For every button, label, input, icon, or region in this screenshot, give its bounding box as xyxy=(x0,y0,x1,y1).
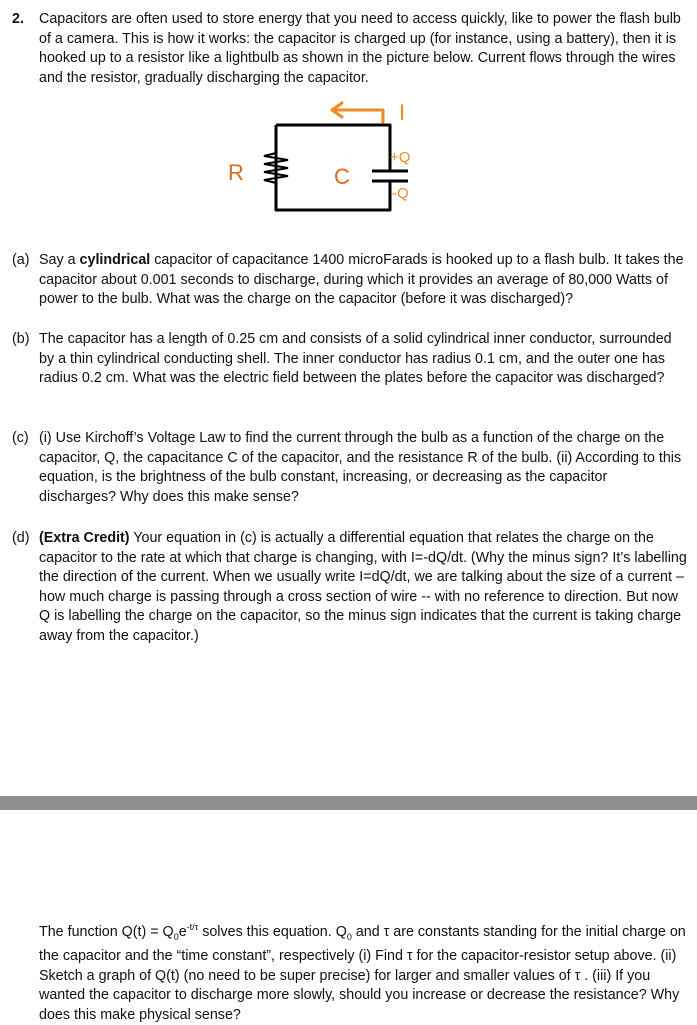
part-a-bold: cylindrical xyxy=(79,252,151,268)
resistor-label: R xyxy=(228,160,244,185)
part-b-label: (b) xyxy=(12,331,30,347)
exp-base: e xyxy=(178,924,187,940)
q0-subscript: 0 xyxy=(173,931,179,942)
continuation-rest2: and τ are constants standing for the initial charge on the capacitor and the “time constant”, respectively (i) Find τ for the capacitor-resistor setup above. (ii) Sketch a graph of Q(t) (no need to be super precise) for larger and smaller values of τ . (iii) If you wanted the capacitor to discharge more slowly, should you increase or decrease the resistance? Why does this make physical sense? xyxy=(39,924,686,1023)
problem-number: 2. xyxy=(12,11,24,27)
part-a-label: (a) xyxy=(12,252,30,268)
continuation-start: The function Q(t) = Q xyxy=(39,924,174,940)
part-a-pre: Say a xyxy=(39,252,76,268)
part-a-text xyxy=(39,251,687,310)
problem-intro: Capacitors are often used to store energy that you need to access quickly, like to power the flash bulb of a camera. This is how it works: the capacitor is charged up (for instance, using a battery), then it is hooked up to a resistor like a lightbulb as shown in the picture below. Current flows through the wires and the resistor, gradually discharging the capacitor. xyxy=(39,11,681,86)
circuit-wire xyxy=(276,125,390,210)
exp-power: -t/τ xyxy=(186,922,199,933)
minus-charge-label: -Q xyxy=(392,185,409,202)
plus-charge-label: +Q xyxy=(390,149,411,166)
part-c-label: (c) xyxy=(12,430,29,446)
part-c-text: (i) Use Kirchoff’s Voltage Law to find the current through the bulb as a function of the charge on the capacitor, Q, the capacitance C of the capacitor, and the resistance R of the bulb. (ii) According to this equation, is the brightness of the bulb constant, increasing, or decreasing as the capacitor discharges? Why does this make sense? xyxy=(39,430,682,505)
current-label: I xyxy=(399,100,406,125)
page-divider xyxy=(0,796,697,810)
part-d-label: (d) xyxy=(12,530,30,546)
continuation-text xyxy=(39,923,687,1025)
part-d-text xyxy=(39,529,687,646)
capacitor-label: C xyxy=(334,164,350,189)
current-arrow-icon xyxy=(332,103,383,122)
part-d-bold: (Extra Credit) xyxy=(39,530,130,546)
rc-circuit-diagram xyxy=(220,98,430,222)
part-d-body: Your equation in (c) is actually a differential equation that relates the charge on the capacitor to the rate at which that charge is changing, with I=-dQ/dt. (Why the minus sign? It’s labelling the direction of the current. When we usually write I=dQ/dt, we are talking about the size of a current – how much charge is passing through a cross section of wire -- with no reference to direction. But now Q is labelling the charge on the capacitor, so the minus sign indicates that the current is taking charge away from the capacitor.) xyxy=(39,530,687,644)
part-b-text: The capacitor has a length of 0.25 cm and consists of a solid cylindrical inner conductor, surrounded by a thin cylindrical conducting shell. The inner conductor has radius 0.1 cm, and the outer one has radius 0.2 cm. What was the electric field between the plates before the capacitor was discharged? xyxy=(39,331,672,386)
continuation-rest: solves this equation. Q xyxy=(198,924,347,940)
part-a-post: capacitor of capacitance 1400 microFarads is hooked up to a flash bulb. It takes the capacitor about 0.001 seconds to discharge, during which it provides an average of 80,000 Watts of power to the bulb. What was the charge on the capacitor (before it was discharged)? xyxy=(39,252,684,307)
q0-subscript-2: 0 xyxy=(346,931,352,942)
